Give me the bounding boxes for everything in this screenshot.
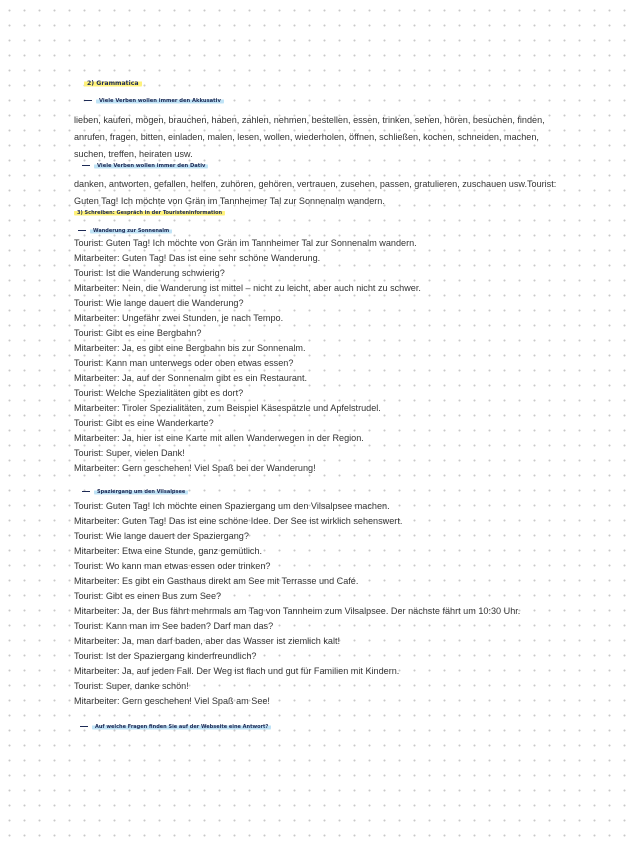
dialog-line: Mitarbeiter: Ja, auf der Sonnenalm gibt es ein Restaurant. (74, 373, 308, 383)
dialog-line: Mitarbeiter: Gern geschehen! Viel Spaß am See! (74, 696, 270, 706)
dialog-line: Mitarbeiter: Tiroler Spezialitäten, zum Beispiel Käsespätzle und Apfelstrudel. (74, 403, 381, 413)
dativ-heading: Viele Verben wollen immer den Dativ (82, 162, 208, 171)
dialog-line: Tourist: Gibt es eine Wanderkarte? (74, 418, 214, 428)
dialog-line: Mitarbeiter: Es gibt ein Gasthaus direkt am See mit Terrasse und Café. (74, 576, 359, 586)
dialog-line: Tourist: Wie lange dauert der Spaziergang? (74, 531, 249, 541)
dialog-line: Tourist: Guten Tag! Ich möchte einen Spaziergang um den Vilsalpsee machen. (74, 501, 390, 511)
dialog-line: Mitarbeiter: Ja, hier ist eine Karte mit allen Wanderwegen in der Region. (74, 433, 364, 443)
dialog-line: Tourist: Guten Tag! Ich möchte von Grän im Tannheimer Tal zur Sonnenalm wandern. (74, 238, 417, 248)
dialog-line: Mitarbeiter: Nein, die Wanderung ist mittel – nicht zu leicht, aber auch nicht zu schwer. (74, 283, 421, 293)
dialog-line: Mitarbeiter: Guten Tag! Das ist eine sehr schöne Wanderung. (74, 253, 321, 263)
wanderung-heading: Wanderung zur Sonnenalm (78, 227, 172, 236)
dialog-line: Tourist: Kann man im See baden? Darf man das? (74, 621, 274, 631)
dialog-line: Tourist: Wo kann man etwas essen oder trinken? (74, 561, 271, 571)
dialog-line: Mitarbeiter: Etwa eine Stunde, ganz gemütlich. (74, 546, 263, 556)
dialog-line: Mitarbeiter: Guten Tag! Das ist eine schöne Idee. Der See ist wirklich sehenswert. (74, 516, 403, 526)
dialog-line: Tourist: Super, danke schön! (74, 681, 189, 691)
dialog-line: Tourist: Ist der Spaziergang kinderfreundlich? (74, 651, 257, 661)
writing-heading: 3) Schreiben: Gespräch in der Touristeninformation (74, 209, 225, 218)
dialog-line: Tourist: Welche Spezialitäten gibt es dort? (74, 388, 244, 398)
dialog-line: Mitarbeiter: Gern geschehen! Viel Spaß bei der Wanderung! (74, 463, 316, 473)
dialog-line: Mitarbeiter: Ungefähr zwei Stunden, je nach Tempo. (74, 313, 284, 323)
dialog-line: Tourist: Gibt es einen Bus zum See? (74, 591, 222, 601)
dialog-line: Mitarbeiter: Ja, man darf baden, aber das Wasser ist ziemlich kalt! (74, 636, 341, 646)
dialog-line: Tourist: Wie lange dauert die Wanderung? (74, 298, 244, 308)
dialog-line: Mitarbeiter: Ja, auf jeden Fall. Der Weg ist flach und gut für Familien mit Kindern. (74, 666, 400, 676)
grammar-heading: 2) Grammatica (84, 79, 142, 88)
akkusativ-verb-list: lieben, kaufen, mögen, brauchen, haben, zahlen, nehmen, bestellen, essen, trinken, sehen, hören, besuchen, finden, anrufen, fragen, bitten, einladen, malen, lesen, wollen, wiederholen, öffnen, schließen, kochen, schneiden, machen, suchen, treffen, heiraten usw. (74, 115, 545, 159)
dativ-verb-list: danken, antworten, gefallen, helfen, zuhören, gehören, vertrauen, zusehen, passen, gratulieren, zuschauen usw.Tourist: Guten Tag! Ich möchte von Grän im Tannheimer Tal zur Sonnenalm wandern. (74, 179, 557, 206)
dialog-line: Tourist: Super, vielen Dank! (74, 448, 185, 458)
dialog-line: Tourist: Kann man unterwegs oder oben etwas essen? (74, 358, 294, 368)
dialog-line: Mitarbeiter: Ja, es gibt eine Bergbahn bis zur Sonnenalm. (74, 343, 306, 353)
dialog-line: Tourist: Ist die Wanderung schwierig? (74, 268, 225, 278)
akkusativ-heading: Viele Verben wollen immer den Akkusativ (84, 97, 224, 106)
spaziergang-heading: Spaziergang um den Vilsalpsee (82, 488, 188, 497)
questions-heading: Auf welche Fragen finden Sie auf der Webseite eine Antwort? (80, 723, 271, 732)
dialog-line: Mitarbeiter: Ja, der Bus fährt mehrmals am Tag von Tannheim zum Vilsalpsee. Der nächste fährt um 10:30 Uhr. (74, 606, 521, 616)
dialog-line: Tourist: Gibt es eine Bergbahn? (74, 328, 202, 338)
